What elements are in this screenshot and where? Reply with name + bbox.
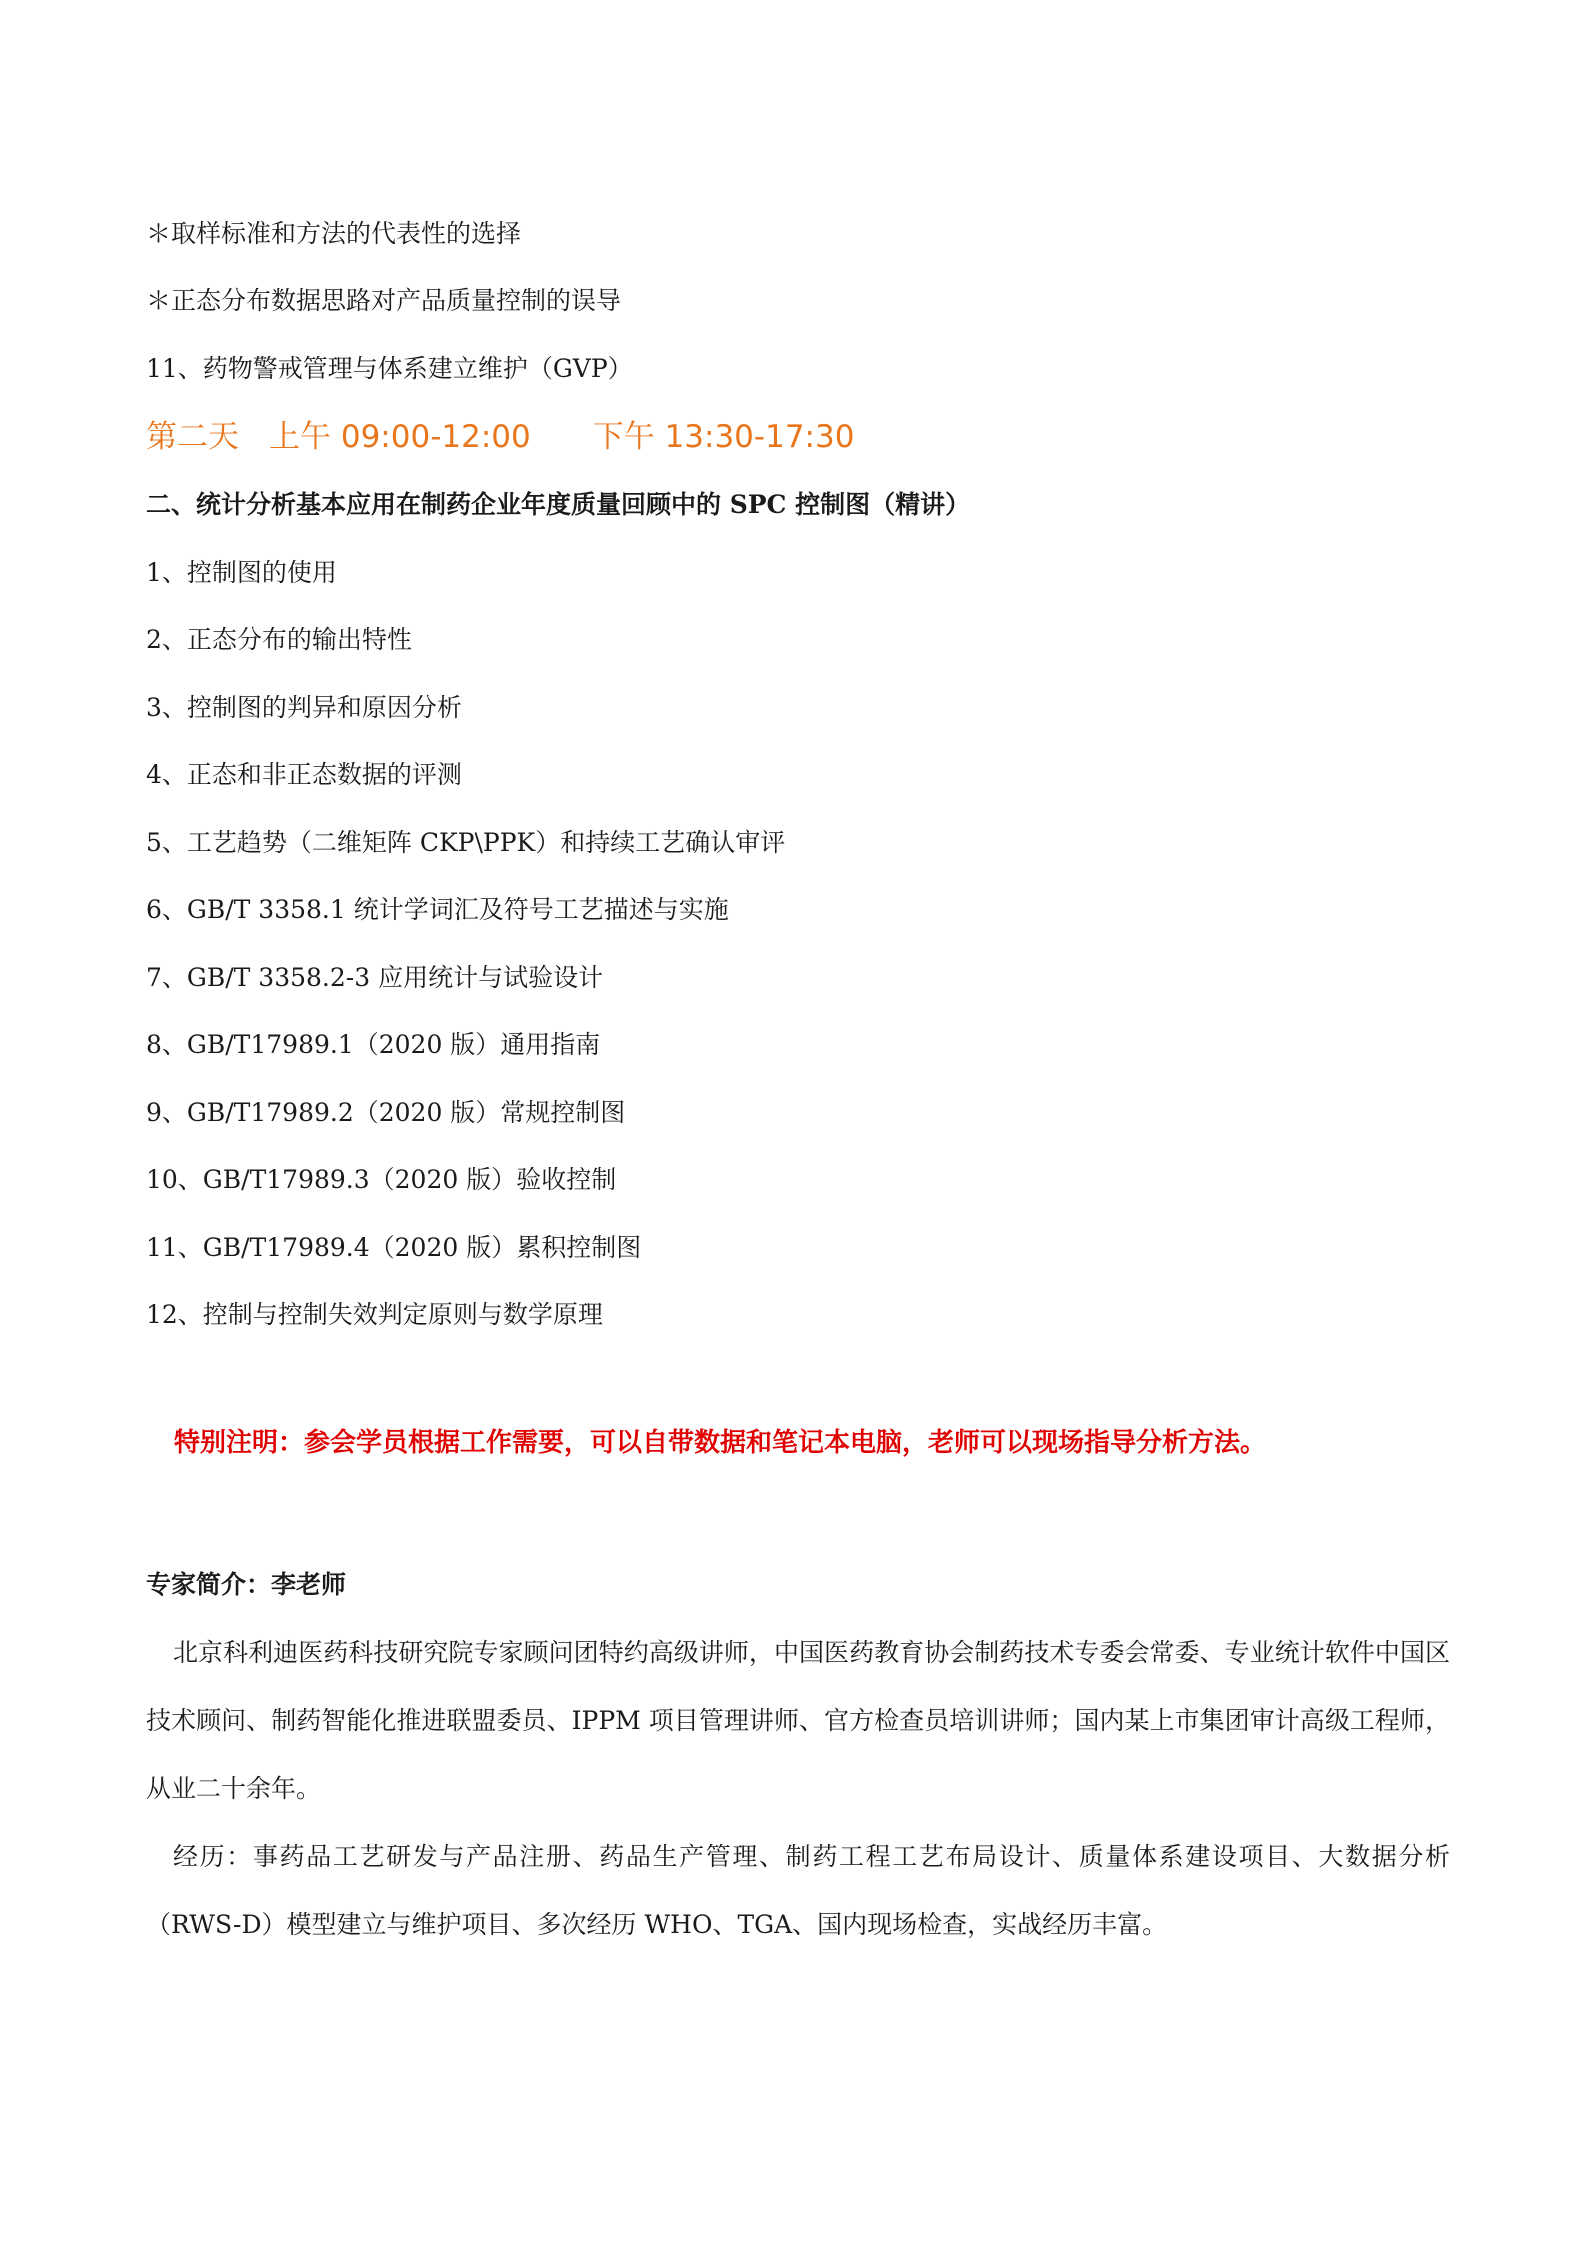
list-item: 12、控制与控制失效判定原则与数学原理 [146, 1300, 603, 1329]
list-item: 3、控制图的判异和原因分析 [146, 693, 462, 722]
list-item: 9、GB/T17989.2（2020 版）常规控制图 [146, 1098, 626, 1127]
item-gvp: 11、药物警戒管理与体系建立维护（GVP） [146, 354, 633, 383]
expert-title: 专家简介：李老师 [146, 1570, 347, 1599]
expert-bio: 北京科利迪医药科技研究院专家顾问团特约高级讲师，中国医药教育协会制药技术专委会常委、专业统计软件中国区技术顾问、制药智能化推进联盟委员、IPPM 项目管理讲师、官方检查员培训讲师；国内某上市集团审计高级工程师，从业二十余年。 [146, 1638, 1450, 1803]
bullet-normal-distribution: ＊正态分布数据思路对产品质量控制的误导 [146, 286, 622, 315]
list-item: 10、GB/T17989.3（2020 版）验收控制 [146, 1165, 617, 1194]
list-item: 2、正态分布的输出特性 [146, 625, 412, 654]
list-item: 6、GB/T 3358.1 统计学词汇及符号工艺描述与实施 [146, 895, 729, 924]
list-item: 5、工艺趋势（二维矩阵 CKP\PPK）和持续工艺确认审评 [146, 828, 786, 857]
day-two-heading [146, 417, 884, 457]
list-item: 7、GB/T 3358.2-3 应用统计与试验设计 [146, 963, 604, 992]
morning-time: 上午 09:00-12:00 [269, 419, 531, 455]
special-note: 特别注明：参会学员根据工作需要，可以自带数据和笔记本电脑，老师可以现场指导分析方法。 [174, 1428, 1267, 1458]
list-item: 11、GB/T17989.4（2020 版）累积控制图 [146, 1233, 642, 1262]
bullet-sampling: ＊取样标准和方法的代表性的选择 [146, 219, 522, 248]
section-two-title: 二、统计分析基本应用在制药企业年度质量回顾中的 SPC 控制图（精讲） [146, 490, 971, 519]
expert-experience: 经历：事药品工艺研发与产品注册、药品生产管理、制药工程工艺布局设计、质量体系建设项目、大数据分析（RWS-D）模型建立与维护项目、多次经历 WHO、TGA、国内现场检查，实战经历丰富。 [146, 1842, 1450, 1939]
afternoon-time: 下午 13:30-17:30 [592, 419, 855, 455]
list-item: 1、控制图的使用 [146, 558, 337, 587]
list-item: 4、正态和非正态数据的评测 [146, 760, 462, 789]
day-label: 第二天 [146, 419, 239, 455]
list-item: 8、GB/T17989.1（2020 版）通用指南 [146, 1030, 601, 1059]
